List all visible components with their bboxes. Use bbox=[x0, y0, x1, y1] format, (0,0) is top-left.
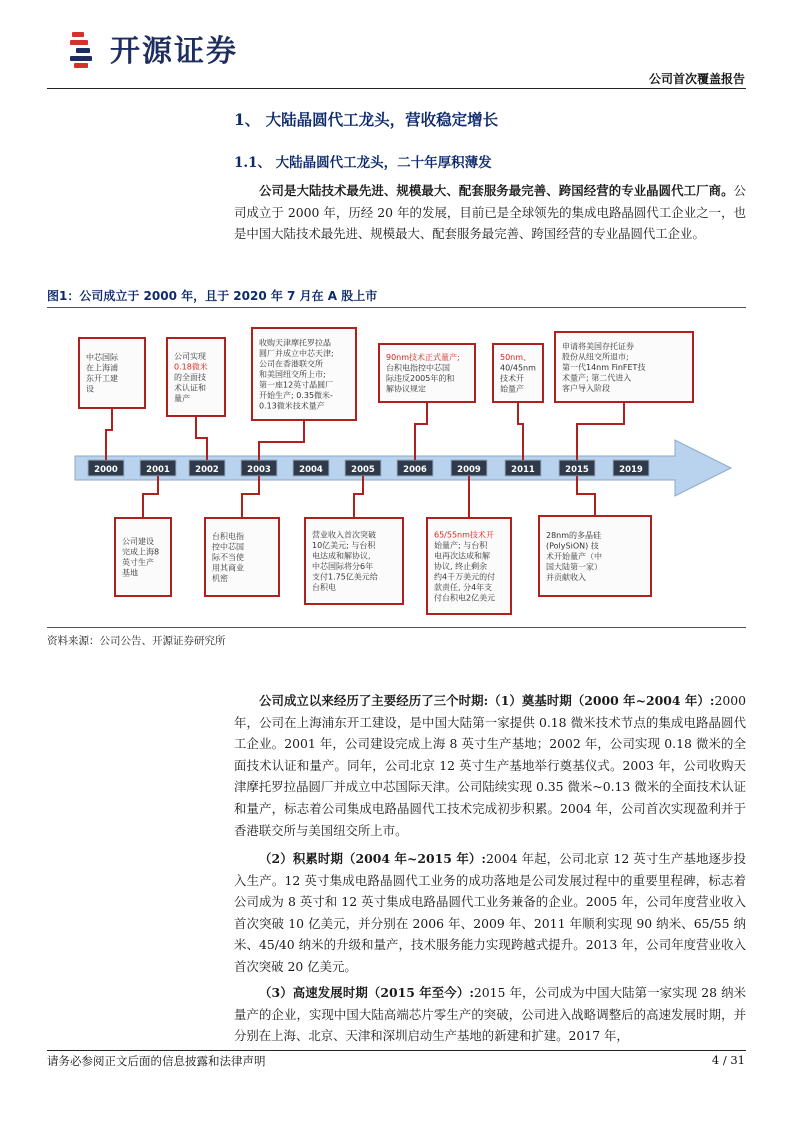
top-event-box-5 bbox=[555, 332, 693, 402]
event-text-line: 中芯国际 bbox=[86, 353, 118, 362]
brand-name: 开源证券 bbox=[110, 34, 238, 69]
year-marker-2011 bbox=[505, 460, 541, 476]
event-text-line: 始量产; 与台积 bbox=[434, 540, 488, 550]
year-label: 2003 bbox=[247, 465, 271, 475]
top-event-box-2 bbox=[252, 328, 356, 420]
event-text-line: 圆厂并成立中芯天津; bbox=[259, 348, 334, 358]
brand-logo bbox=[68, 28, 238, 68]
intro-bold: 公司是大陆技术最先进、规模最大、配套服务最完善、跨国经营的专业晶圆代工厂商。 bbox=[259, 183, 734, 198]
history-paragraph-2 bbox=[234, 848, 746, 978]
event-box-frame bbox=[79, 338, 145, 408]
section-heading: 1、 大陆晶圆代工龙头，营收稳定增长 bbox=[234, 110, 499, 129]
event-text-line: 协议, 终止剩余 bbox=[434, 561, 488, 571]
history-p2-bold: （2）积累时期（2004 年~2015 年）: bbox=[259, 851, 486, 866]
event-text-line: 用其商业 bbox=[212, 563, 244, 573]
year-marker-2001 bbox=[140, 460, 176, 476]
connector-line bbox=[259, 420, 304, 460]
event-text-line: 公司建设 bbox=[122, 537, 154, 546]
header-rule bbox=[47, 88, 746, 89]
event-text-line: 和美国纽交所上市; bbox=[259, 369, 326, 379]
connector-line bbox=[518, 402, 523, 460]
event-text-line: 款责任, 分4年支 bbox=[434, 582, 493, 592]
event-text-line: 65/55nm技术开 bbox=[434, 530, 494, 540]
top-event-box-1 bbox=[167, 338, 225, 416]
year-label: 2004 bbox=[299, 465, 323, 475]
history-p2-text: 2004 年起，公司北京 12 英寸生产基地逐步投入生产。12 英寸集成电路晶圆代工业务的成功落地是公司发展过程中的重要里程碑，标志着公司成为 8 英寸和 12 英寸集成电路晶圆代工业务兼备的企业。2005 年，公司年度营业收入首次突破 10 亿美元，并分别在 2006 年、2009 年、2011 年顺利实现 90 纳米、65/55 纳米、45/40 纳米的升级和量产，技术服务能力实现跨越式提升。2013 年，公司年度营业收入首次突破 20 亿美元。 bbox=[234, 851, 746, 974]
event-text-line: 完成上海8 bbox=[122, 547, 160, 557]
bottom-event-box-1 bbox=[205, 518, 279, 596]
event-box-frame bbox=[115, 518, 171, 596]
event-text-line: 28nm的多晶硅 bbox=[546, 530, 602, 540]
timeline-figure bbox=[47, 312, 746, 624]
top-event-box-0 bbox=[79, 338, 145, 408]
connector-line bbox=[106, 408, 112, 460]
year-label: 2011 bbox=[511, 465, 535, 475]
year-marker-2005 bbox=[345, 460, 381, 476]
event-text-line: 技术开 bbox=[500, 374, 524, 383]
connector-line bbox=[242, 476, 259, 518]
event-text-line: 台积电 bbox=[312, 583, 336, 592]
bottom-event-box-3 bbox=[427, 518, 511, 614]
event-text-line: 术开始量产（中 bbox=[546, 551, 602, 561]
figure-bottom-rule bbox=[47, 627, 746, 628]
event-text-line: 10亿美元; 与台积 bbox=[312, 541, 376, 550]
event-text-line: 付台积电2亿美元 bbox=[434, 593, 496, 603]
year-label: 2019 bbox=[619, 465, 643, 475]
event-text-line: 约4千万美元的付 bbox=[434, 572, 496, 582]
event-text-line: 中芯国际将分6年 bbox=[312, 562, 374, 571]
connector-line bbox=[577, 402, 624, 460]
intro-text: 公司成立于 2000 年，历经 20 年的发展，目前已是全球领先的集成电路晶圆代工企业之一，也是中国大陆技术最先进、规模最大、配套服务最完善、跨国经营的专业晶圆代工企业。 bbox=[234, 183, 746, 242]
year-label: 2005 bbox=[351, 465, 375, 475]
event-text-line: 台积电指控中芯国 bbox=[386, 363, 450, 373]
event-text-line: 公司实现 bbox=[174, 351, 206, 361]
event-text-line: 术量产; 第二代进入 bbox=[562, 373, 632, 383]
year-label: 2002 bbox=[195, 465, 219, 475]
event-text-line: 际不当使 bbox=[212, 552, 244, 562]
event-text-line: 际违反2005年的和 bbox=[386, 374, 455, 383]
event-text-line: 量产 bbox=[174, 393, 190, 403]
figure-source: 资料来源：公司公告、开源证券研究所 bbox=[47, 635, 226, 647]
year-label: 2000 bbox=[94, 465, 118, 475]
connector-line bbox=[415, 402, 427, 460]
figure-top-rule bbox=[47, 307, 746, 308]
event-text-line: 设 bbox=[86, 384, 94, 394]
event-text-line: 机密 bbox=[212, 573, 228, 583]
connector-line bbox=[196, 416, 207, 460]
event-text-line: (PolySiON) 技 bbox=[546, 541, 599, 551]
connector-line bbox=[354, 476, 363, 518]
event-text-line: 的全面技 bbox=[174, 372, 206, 382]
event-text-line: 在上海浦 bbox=[86, 363, 118, 373]
event-text-line: 东开工建 bbox=[86, 374, 118, 383]
logo-icon bbox=[68, 28, 102, 68]
event-text-line: 40/45nm bbox=[500, 363, 536, 373]
history-p1-text: 2000 年，公司在上海浦东开工建设，是中国大陆第一家提供 0.18 微米技术节点的集成电路晶圆代工企业。2001 年，公司建设完成上海 8 英寸生产基地；2002 年，公司实现 0.18 微米的全面技术认证和量产。同年，公司北京 12 英寸生产基地举行奠基仪式。2003 年，公司收购天津摩托罗拉晶圆厂并成立中芯国际天津。公司陆续实现 0.35 微米~0.13 微米的全面技术认证和量产，标志着公司集成电路晶圆代工技术完成初步积累。2004 年，公司首次实现盈利并于香港联交所与美国纽交所上市。 bbox=[234, 693, 746, 838]
event-text-line: 支付1.75亿美元给 bbox=[312, 572, 378, 582]
history-p3-bold: （3）高速发展时期（2015 年至今）: bbox=[259, 985, 474, 1000]
event-text-line: 基地 bbox=[122, 568, 138, 578]
event-text-line: 股份从纽交所退市; bbox=[562, 352, 629, 362]
year-marker-2002 bbox=[189, 460, 225, 476]
event-text-line: 收购天津摩托罗拉晶 bbox=[259, 338, 331, 348]
event-text-line: 台积电指 bbox=[212, 531, 244, 541]
year-marker-2009 bbox=[451, 460, 487, 476]
event-text-line: 电达成和解协议, bbox=[312, 551, 371, 561]
connector-line bbox=[143, 476, 158, 518]
year-marker-2019 bbox=[613, 460, 649, 476]
event-text-line: 电再次达成和解 bbox=[434, 551, 490, 561]
event-text-line: 第一代14nm FinFET技 bbox=[562, 362, 646, 372]
history-p3-text: 2015 年，公司成为中国大陆第一家实现 28 纳米量产的企业，实现中国大陆高端芯片零生产的突破，公司进入战略调整后的高速发展时期，并分别在上海、北京、天津和深圳启动生产基地的新建和扩建。2017 年， bbox=[234, 985, 746, 1044]
report-type: 公司首次覆盖报告 bbox=[648, 72, 745, 86]
top-event-box-3 bbox=[379, 344, 475, 402]
intro-paragraph bbox=[234, 180, 746, 245]
history-p1-bold: 公司成立以来经历了主要经历了三个时期:（1）奠基时期（2000 年~2004 年）: bbox=[259, 693, 715, 708]
subsection-heading: 1.1、 大陆晶圆代工龙头，二十年厚积薄发 bbox=[234, 155, 492, 171]
event-text-line: 0.18微米 bbox=[174, 362, 208, 372]
page-number: 4 / 31 bbox=[711, 1053, 745, 1067]
year-label: 2001 bbox=[146, 465, 170, 475]
event-text-line: 公司在香港联交所 bbox=[259, 359, 323, 369]
connector-line bbox=[577, 476, 595, 516]
event-text-line: 英寸生产 bbox=[122, 558, 154, 567]
event-text-line: 解协议规定 bbox=[386, 384, 426, 394]
event-text-line: 国大陆第一家） bbox=[546, 562, 602, 572]
event-text-line: 并贡献收入 bbox=[546, 572, 586, 582]
year-marker-2006 bbox=[397, 460, 433, 476]
history-paragraph-3 bbox=[234, 982, 746, 1047]
event-text-line: 50nm、 bbox=[500, 353, 532, 362]
history-paragraph-1 bbox=[234, 690, 746, 841]
bottom-event-box-2 bbox=[305, 518, 403, 604]
year-marker-2004 bbox=[293, 460, 329, 476]
event-text-line: 营业收入首次突破 bbox=[312, 530, 376, 540]
footer-rule bbox=[47, 1050, 746, 1051]
year-label: 2015 bbox=[565, 465, 589, 475]
event-text-line: 第一座12英寸晶圆厂 bbox=[259, 380, 334, 390]
event-text-line: 控中芯国 bbox=[212, 542, 244, 552]
bottom-event-box-4 bbox=[539, 516, 651, 596]
event-text-line: 始量产 bbox=[500, 384, 524, 394]
figure-caption: 图1：公司成立于 2000 年，且于 2020 年 7 月在 A 股上市 bbox=[47, 289, 378, 303]
event-text-line: 申请将美国存托证券 bbox=[562, 341, 634, 351]
year-marker-2000 bbox=[88, 460, 124, 476]
year-label: 2009 bbox=[457, 465, 481, 475]
year-marker-2015 bbox=[559, 460, 595, 476]
event-text-line: 开始生产; 0.35微米- bbox=[259, 390, 333, 400]
event-text-line: 客户导入阶段 bbox=[562, 383, 610, 393]
event-text-line: 0.13微米技术量产 bbox=[259, 401, 325, 411]
event-text-line: 90nm技术正式量产; bbox=[386, 353, 460, 362]
bottom-event-box-0 bbox=[115, 518, 171, 596]
disclaimer-note: 请务必参阅正文后面的信息披露和法律声明 bbox=[47, 1054, 266, 1068]
event-text-line: 术认证和 bbox=[174, 383, 206, 393]
year-marker-2003 bbox=[241, 460, 277, 476]
top-event-box-4 bbox=[493, 344, 543, 402]
year-label: 2006 bbox=[403, 465, 427, 475]
